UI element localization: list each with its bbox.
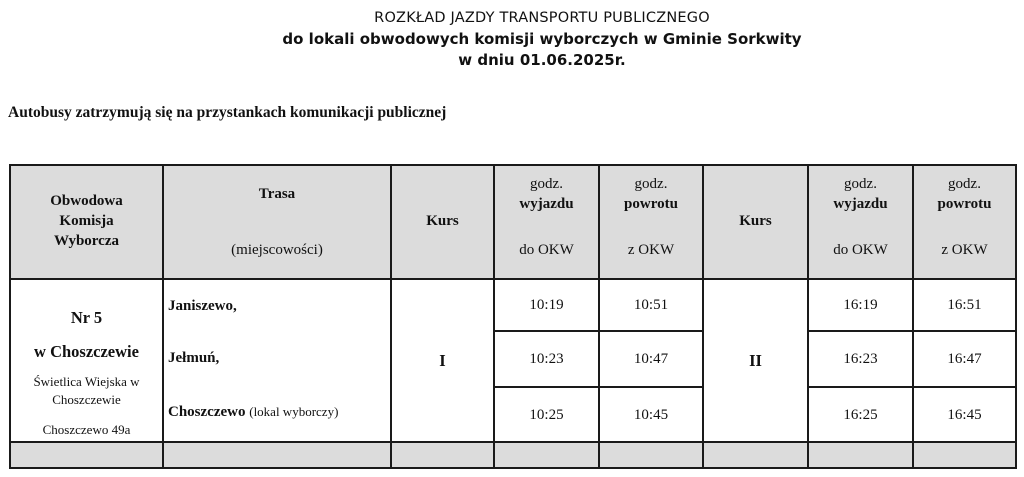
time-dep1-row3: 10:25 (529, 406, 564, 423)
header-ret-2 (914, 164, 1015, 278)
commission-venue-line2: Choszczewie (52, 392, 121, 407)
stop-1: Janiszewo, (168, 298, 237, 314)
grid-line-header (9, 278, 1017, 280)
grid-vline-1 (162, 164, 164, 469)
title-line-1: ROZKŁAD JAZDY TRANSPORTU PUBLICZNEGO (374, 10, 710, 26)
header-dep-1-bold: wyjazdu (519, 196, 574, 212)
header-dep-1 (495, 164, 598, 278)
commission-place: w Choszczewie (34, 342, 139, 361)
grid-vline-6 (807, 164, 809, 469)
time-ret2-row1: 16:51 (947, 296, 982, 313)
time-ret1-row2: 10:47 (633, 350, 669, 367)
route-cell (164, 280, 390, 442)
subtitle: Autobusy zatrzymują się na przystankach komunikacji publicznej (8, 104, 447, 121)
timetable (9, 164, 1017, 469)
stop-3-name: Choszczewo (168, 404, 246, 420)
header-dep-2-top: godz. (844, 176, 877, 192)
commission-venue-line1: Świetlica Wiejska w (33, 374, 140, 389)
time-dep2-row2: 16:23 (843, 350, 878, 367)
course-2-label: II (749, 351, 762, 370)
time-dep2-row3: 16:25 (843, 406, 878, 423)
footer-row (9, 442, 1017, 469)
grid-vline-2 (390, 164, 392, 469)
header-ret-1 (600, 164, 702, 278)
header-route-title: Trasa (258, 186, 296, 202)
stop-3 (168, 404, 338, 421)
time-dep1-row1: 10:19 (529, 296, 564, 313)
grid-line-top (9, 164, 1017, 166)
header-ret-2-sub: z OKW (941, 242, 988, 258)
header-dep-2 (809, 164, 912, 278)
grid-vline-7 (912, 164, 914, 469)
time-ret2-row3: 16:45 (947, 406, 982, 423)
grid-line-bottom (9, 467, 1017, 469)
header-dep-1-sub: do OKW (519, 242, 574, 258)
time-dep2-row1: 16:19 (843, 296, 878, 313)
grid-vline-4 (598, 164, 600, 469)
header-ret-1-top: godz. (634, 176, 668, 192)
header-dep-1-top: godz. (530, 176, 563, 192)
header-commission-l2: Komisja (59, 213, 114, 229)
title-line-2: do lokali obwodowych komisji wyborczych w Gminie Sorkwity (282, 30, 802, 48)
header-course-2: Kurs (739, 212, 772, 229)
header-commission (11, 164, 162, 278)
header-ret-2-top: godz. (948, 176, 981, 192)
time-ret1-row1: 10:51 (633, 296, 669, 313)
grid-vline-8 (1015, 164, 1017, 469)
stop-2: Jełmuń, (168, 350, 220, 366)
header-ret-2-bold: powrotu (937, 196, 992, 212)
header-dep-2-bold: wyjazdu (833, 196, 888, 212)
course-1-label: I (439, 351, 446, 370)
time-dep1-row2: 10:23 (529, 350, 564, 367)
time-ret1-row3: 10:45 (633, 406, 669, 423)
grid-vline-3 (493, 164, 495, 469)
grid-vline-5 (702, 164, 704, 469)
header-commission-l1: Obwodowa (50, 193, 123, 209)
header-ret-1-sub: z OKW (627, 242, 675, 258)
header-dep-2-sub: do OKW (833, 242, 888, 258)
stop-3-note: (lokal wyborczy) (249, 404, 339, 419)
header-commission-l3: Wyborcza (54, 233, 119, 249)
header-ret-1-bold: powrotu (624, 196, 678, 212)
commission-number: Nr 5 (70, 308, 103, 327)
commission-cell (11, 280, 162, 442)
commission-address: Choszczewo 49a (42, 422, 131, 437)
header-route-sub: (miejscowości) (231, 242, 323, 258)
grid-vline-0 (9, 164, 11, 469)
header-course-1: Kurs (426, 212, 459, 229)
time-ret2-row2: 16:47 (947, 350, 982, 367)
header-route (164, 164, 390, 278)
document-title (0, 8, 1024, 71)
grid-line-body-bottom (9, 441, 1017, 443)
title-line-3: w dniu 01.06.2025r. (458, 51, 626, 69)
